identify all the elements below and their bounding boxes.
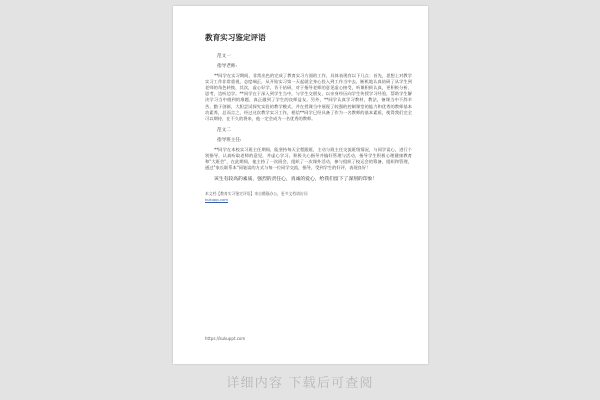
document-title: 教育实习鉴定评语 <box>205 33 266 42</box>
footnote-link[interactable]: kukupp.com <box>205 196 229 202</box>
sample-two-greeting: 指导班主任: <box>217 138 242 144</box>
sample-two-paragraph: **同学在本校实习班主任期间，能坚持每天全程跟班，主动与班主任交流班级情况，与同学谈心，进行个别指导，认真听取老师的意见，并虚心学习。积极关心指导并搞好管理与活动，指导学生积极心理健康教育和"大班会"，在此期间，他主持了一次班会，组织了一次课外活动，参与组织了校运会的筹备，组织和管理，通过"家长联系本"同笔谈的方式与每一位同学交流，指导，受到学生的好评，表现良好！ <box>205 147 412 172</box>
sample-one-greeting: 指导老师: <box>217 64 237 70</box>
sample-one-label: 范文一 <box>217 54 231 59</box>
closing-paragraph: 该生有较高的素质，强烈的责任心，真诚的爱心，给我们留下了深刻的印象！ <box>214 176 378 182</box>
sample-two-label: 范文二 <box>217 128 231 134</box>
source-footnote <box>205 191 412 201</box>
document-page <box>173 6 428 364</box>
footnote-text: 本文档【教育实习鉴定评语】来自酷猫办公，更多文档请访问 <box>205 191 308 197</box>
download-caption: 详细内容 下载后可查阅 <box>226 376 374 391</box>
sample-one-paragraph: **同学在实习期间，非常出色的完成了教育实习方面的工作，具体表现有以下几点：首先，思想上对教学实习工作非常重视，态度端正，从开始实习第一天起就全身心投入到工作当中去，断机地认真钻研了从学生到老师的角色转换，其次，虚心好学，肯于钻研，对于指导老师的意见虚心接受，听课积极认真，更积极分析、思考，边听边学。**同学在于深入到学生当中，与学生交朋友，以亲身经历向学生传授学习经验，帮助学生解决学习当中遇到的难题，真正做到了学生的良师益友。另外，**同学认真学习教材，教法，备课当中不辞辛苦，勤于创新，大胆尝试探究实验的教学模式，并在授课当中展现了较强的控制课堂的能力和优秀的教师基本功素养，总而言之，经过这次教学实习工作，相信**同学已经具备了作为一名教师的基本素质，使得我们完全可以期待，在不久的将来，他一定会成为一名优秀的教师。 <box>205 73 412 122</box>
page-footer-url[interactable]: https://kukuppt.com <box>205 336 246 341</box>
